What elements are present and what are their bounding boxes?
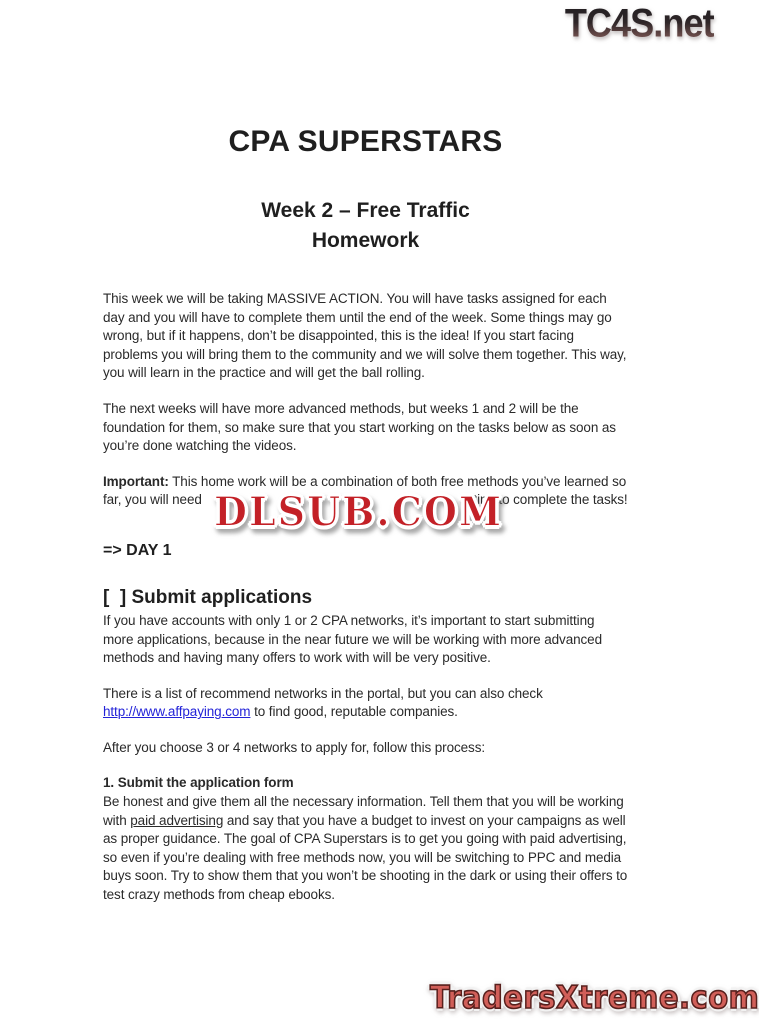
task1-paragraph: If you have accounts with only 1 or 2 CPA networks, it’s important to start submitting more applications, because in the near future we will be working with more advanced methods and having many offers to work with will be very positive. <box>103 612 602 666</box>
page-subtitle <box>103 196 628 256</box>
affpaying-link[interactable]: http://www.affpaying.com <box>103 704 251 720</box>
dlsub-watermark: DLSUB.COM <box>214 487 504 536</box>
step1-paragraph <box>103 793 628 905</box>
step1-text-post: and say that you have a budget to invest on your campaigns as well as proper guidance. The goal of CPA Superstars is to get you going with paid advertising, so even if you’re dealing with free methods now, you will be switching to PPC and media buys soon. Try to show them that you won’t be shooting in the dark or using their offers to test crazy methods from cheap ebooks. <box>103 812 628 903</box>
important-label: Important: <box>103 473 169 489</box>
networks-text-pre: There is a list of recommend networks in the portal, but you can also check <box>103 685 543 701</box>
page-title: CPA SUPERSTARS <box>228 125 503 158</box>
step1-heading: 1. Submit the application form <box>103 774 294 790</box>
task-checkbox-heading: [ ] Submit applications <box>103 586 313 608</box>
document-content <box>103 0 628 905</box>
tc4s-logo: TC4S.net <box>565 2 714 47</box>
subtitle-line-2: Homework <box>311 229 420 252</box>
important-text-before-watermark: This home work will be a combination of both free methods you’ve learned so far, you will need <box>103 473 627 508</box>
intro-paragraph-1: This week we will be taking MASSIVE ACTION. You will have tasks assigned for each day and you will have to complete them until the end of the week. Some things may go wrong, but if it happens, don’t be disappointed, this is the idea! If you start facing problems you will bring them to the community and we will solve them together. This way, you will learn in the practice and will get the ball rolling. <box>103 291 627 381</box>
important-text-after-watermark: ting to complete the tasks! <box>473 492 628 508</box>
paid-advertising-underlined-text: paid advertising <box>130 812 224 828</box>
networks-paragraph <box>103 685 628 722</box>
choose-networks-paragraph: After you choose 3 or 4 networks to apply for, follow this process: <box>103 739 485 755</box>
step1-text-pre: Be honest and give them all the necessary information. Tell them that you will be working with <box>103 794 624 828</box>
subtitle-line-1: Week 2 – Free Traffic <box>261 199 470 222</box>
networks-text-post: to find good, reputable companies. <box>250 704 458 720</box>
day1-heading: => DAY 1 <box>103 541 172 559</box>
intro-paragraph-2: The next weeks will have more advanced methods, but weeks 1 and 2 will be the foundation for them, so make sure that you start working on the tasks below as soon as you’re done watching the videos. <box>103 400 616 454</box>
tradersxtreme-logo: TradersXtreme.com <box>430 978 759 1016</box>
